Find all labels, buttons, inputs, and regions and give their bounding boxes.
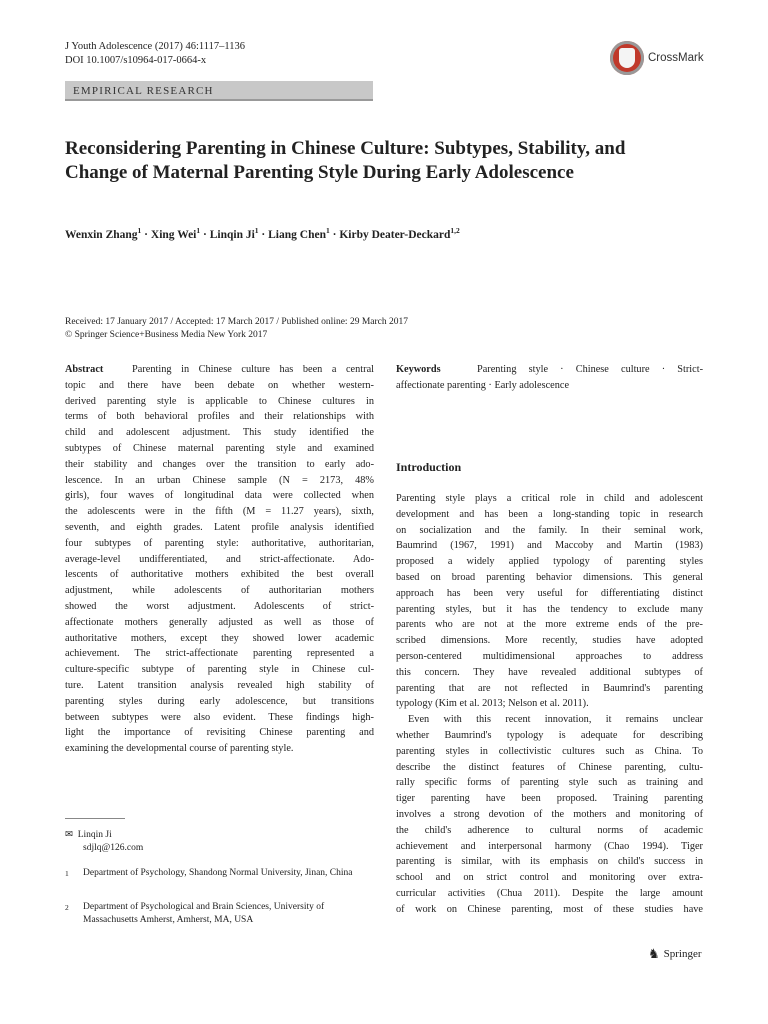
- intro-line: involves a strong devotion of the mothers and monitoring of: [396, 808, 703, 820]
- abstract-line: Parenting in Chinese culture has been a central: [132, 364, 374, 375]
- contact-name: Linqin Ji: [77, 830, 112, 840]
- intro-line: school and on strict control and monitoring over extra-: [396, 872, 703, 884]
- affiliation-number: 1: [65, 869, 69, 878]
- keywords-line: affectionate parenting · Early adolescence: [396, 379, 570, 391]
- intro-line: parents who are not at the more extreme ends of the pre-: [396, 619, 703, 631]
- intro-line: rally specific forms of parenting style such as training and: [396, 777, 703, 789]
- author[interactable]: Kirby Deater-Deckard: [339, 228, 451, 241]
- intro-line: parenting styles, but it has the tendency to exclude many: [396, 603, 703, 615]
- author-affiliation: 1: [325, 226, 330, 235]
- section-heading: Introduction: [396, 460, 462, 474]
- intro-line: parenting that are not reflected in Baumrind's parenting: [396, 682, 703, 694]
- author[interactable]: Xing Wei: [150, 228, 197, 241]
- intro-line: typology (Kim et al. 2013; Nelson et al. 2011).: [396, 698, 589, 710]
- abstract-line: four subtypes of parenting style: authoritative, authoritarian,: [65, 537, 374, 549]
- keywords-line: Parenting style · Chinese culture · Strict-: [477, 364, 703, 375]
- dates-line: Received: 17 January 2017 / Accepted: 17 March 2017 / Published online: 29 March 2017: [65, 317, 408, 327]
- author-affiliation: 1: [254, 226, 259, 235]
- abstract-line: light the importance of revisiting Chinese parenting and: [65, 727, 374, 739]
- intro-line: on socialization and the family. In their seminal work,: [396, 524, 703, 536]
- affiliation-text: Department of Psychological and Brain Sciences, University of Massachusetts Amherst, Amherst, MA, USA: [83, 902, 325, 925]
- affiliation-footnote: [65, 901, 374, 927]
- author-affiliation: 1: [196, 226, 201, 235]
- article-type-banner: EMPIRICAL RESEARCH: [65, 81, 373, 101]
- crossmark-label: CrossMark: [648, 52, 704, 64]
- abstract-line: their stability and changes over the transition to early ado-: [65, 458, 374, 470]
- intro-line: scribed dimensions. More recently, studies have adopted: [396, 635, 703, 647]
- author-list: Wenxin Zhang$^1$ · Xing Wei$^1$ · Linqin $Ji^1$ · Liang Chen$^1$ · Kirby Deater-Deckard$^{1,2}$: [65, 226, 460, 241]
- envelope-icon: ✉: [65, 830, 73, 840]
- abstract-line: achievement. The strict-affectionate parenting represented a: [65, 648, 374, 660]
- author-affiliation: 1: [137, 226, 142, 235]
- keywords: [396, 362, 703, 394]
- abstract-line: showed the worst adjustment. Adolescents of strict-: [65, 600, 374, 612]
- intro-line: Parenting style plays a critical role in child and adolescent: [396, 493, 703, 504]
- intro-line: Baumrind (1967, 1991) and Maccoby and Martin (1983): [396, 540, 703, 552]
- abstract-line: adjustment, while adolescents of authoritarian mothers: [65, 585, 374, 597]
- contact-email[interactable]: sdjlq@126.com: [83, 843, 144, 853]
- abstract-line: examining the developmental course of parenting style.: [65, 743, 294, 755]
- crossmark-icon: [610, 41, 644, 75]
- abstract-line: lescence. In an urban Chinese sample (N = 2173, 48%: [65, 474, 374, 486]
- affiliation-number: 2: [65, 903, 69, 912]
- abstract-line: seventh, and eighth grades. Latent profile analysis identified: [65, 521, 374, 533]
- abstract-line: authoritative mothers, except they showed lower academic: [65, 632, 374, 644]
- intro-line: approach has been very useful for differentiating distinct: [396, 587, 703, 599]
- intro-line: tiger parenting have been proposed. Training parenting: [396, 793, 703, 805]
- publisher-logo: [648, 946, 702, 962]
- author[interactable]: Linqin Ji: [209, 228, 255, 241]
- publication-dates: [65, 316, 408, 342]
- copyright-line: © Springer Science+Business Media New York 2017: [65, 330, 268, 340]
- intro-line: parenting is similar, with its emphasis on child's success in: [396, 856, 703, 868]
- abstract-line: between subtypes were also evident. These findings high-: [65, 711, 374, 723]
- crossmark-badge[interactable]: [610, 38, 722, 78]
- intro-line: of work on Chinese parenting, most of these studies have: [396, 903, 703, 915]
- abstract: [65, 362, 374, 757]
- article-title: Reconsidering Parenting in Chinese Culture: Subtypes, Stability, and Change of Maternal Parenting Style During Early Adolescence: [65, 138, 626, 183]
- abstract-line: subtypes of Chinese maternal parenting style and examined: [65, 442, 374, 454]
- journal-line: J Youth Adolescence (2017) 46:1117–1136: [65, 41, 245, 52]
- corresponding-author: [65, 829, 143, 855]
- publisher-label: Springer: [663, 948, 702, 960]
- abstract-line: topic and there have been debate on whether western-: [65, 379, 374, 391]
- intro-line: development and has been a long-standing topic in research: [396, 508, 703, 520]
- springer-horse-icon: ♞: [648, 946, 660, 961]
- intro-line: Even with this recent innovation, it remains unclear: [408, 714, 703, 726]
- intro-line: proposed a widely applied typology of parenting styles: [396, 556, 703, 568]
- abstract-line: child and adolescent adjustment. This study identified the: [65, 427, 374, 439]
- abstract-line: lescents of authoritative mothers exhibited the best overall: [65, 569, 374, 581]
- intro-line: achievement and interpersonal harmony (Chao 1994). Tiger: [396, 840, 703, 852]
- abstract-line: terms of both behavioral profiles and their relationships with: [65, 411, 374, 423]
- introduction-body: [396, 491, 703, 918]
- intro-line: based on broad parenting behavior dimensions. This general: [396, 571, 703, 583]
- abstract-line: parenting styles during early adolescence, but transitions: [65, 695, 374, 707]
- author-affiliation: 1,2: [450, 226, 460, 235]
- abstract-line: girls), four waves of longitudinal data were collected when: [65, 490, 374, 502]
- intro-line: curricular activities (Chua 2011). Despite the large amount: [396, 887, 703, 899]
- intro-line: parenting styles in collectivistic cultures such as China. To: [396, 745, 703, 757]
- abstract-heading: Abstract: [65, 364, 104, 375]
- keywords-heading: Keywords: [396, 364, 441, 375]
- author[interactable]: Wenxin Zhang: [65, 228, 138, 241]
- abstract-line: derived parenting style is applicable to Chinese cultures in: [65, 395, 374, 407]
- abstract-line: ture. Latent transition analysis revealed high stability of: [65, 679, 374, 691]
- abstract-line: the adolescents were in the fifth (M = 11.27 years), sixth,: [65, 506, 374, 518]
- intro-line: this concern. They have revealed additional subtypes of: [396, 666, 703, 678]
- abstract-line: average-level undifferentiated, and strict-affectionate. Ado-: [65, 553, 374, 565]
- intro-line: describe the distinct features of Chinese parenting, cultu-: [396, 761, 703, 773]
- affiliation-text: Department of Psychology, Shandong Normal University, Jinan, China: [83, 868, 353, 878]
- abstract-line: affectionate mothers generally adjusted as well as those of: [65, 616, 374, 628]
- intro-line: whether Baumrind's typology is adequate for describing: [396, 729, 703, 741]
- intro-line: the child's adherence to cultural norms of academic: [396, 824, 703, 836]
- abstract-line: culture-specific subtype of parenting style in Chinese cul-: [65, 664, 374, 676]
- doi-line[interactable]: DOI 10.1007/s10964-017-0664-x: [65, 55, 207, 66]
- affiliation-footnote: [65, 867, 374, 880]
- footnote-divider: [65, 818, 125, 819]
- author[interactable]: Liang Chen: [268, 228, 326, 241]
- journal-citation: [65, 40, 245, 68]
- intro-line: person-centered multidimensional approaches to address: [396, 650, 703, 662]
